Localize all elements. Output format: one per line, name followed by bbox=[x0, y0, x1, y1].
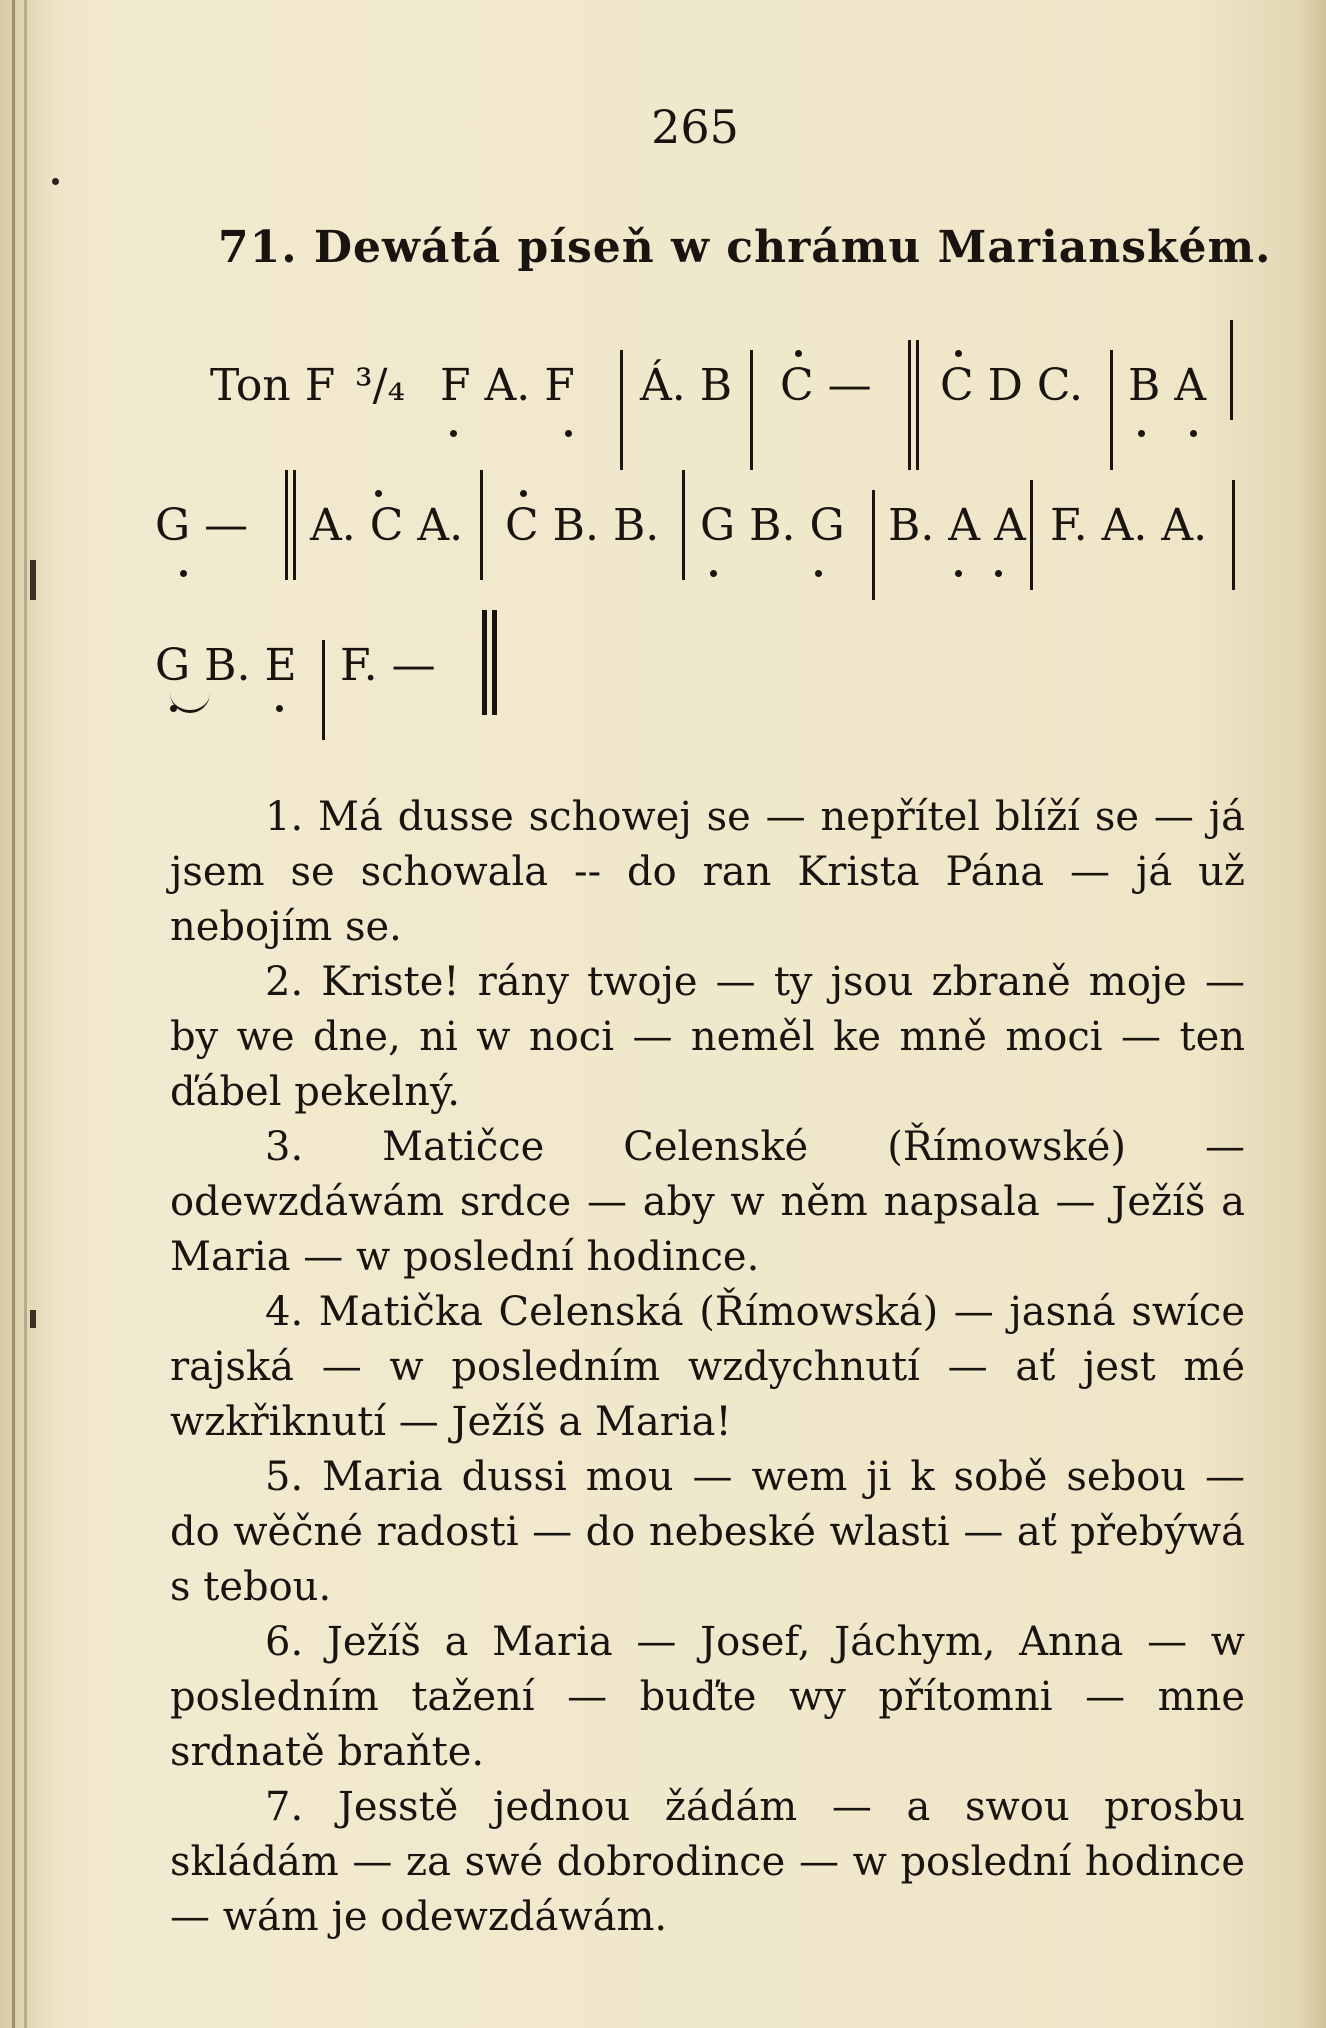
double-bar-line bbox=[908, 340, 911, 470]
bar-line bbox=[1230, 320, 1233, 420]
notation-measure: G B. E bbox=[155, 640, 297, 691]
notation-key: Ton F bbox=[210, 360, 336, 411]
double-bar-line bbox=[916, 340, 919, 470]
notation-measure: C — bbox=[780, 360, 872, 411]
notation-measure: G — bbox=[155, 500, 249, 551]
gutter-line bbox=[12, 0, 15, 2028]
note-dot bbox=[995, 570, 1002, 577]
note-dot bbox=[955, 570, 962, 577]
margin-speck bbox=[52, 178, 59, 185]
verses bbox=[170, 790, 1245, 1945]
bar-line bbox=[682, 470, 685, 580]
verse-2: 2. Kriste! rány twoje — ty jsou zbraně moje — by we dne, ni w noci — neměl ke mně moci — ten ďábel pekelný. bbox=[170, 959, 1245, 1115]
notation-measure: F A. F bbox=[440, 360, 575, 411]
margin-mark bbox=[30, 1310, 36, 1328]
note-dot bbox=[276, 705, 283, 712]
notation-measure: C D C. bbox=[940, 360, 1083, 411]
bar-line bbox=[750, 350, 753, 470]
notation-row-3 bbox=[0, 610, 1326, 760]
note-dot bbox=[955, 350, 962, 357]
notation-measure: F. — bbox=[340, 640, 436, 691]
note-dot bbox=[375, 490, 382, 497]
bar-line bbox=[1232, 480, 1235, 590]
bar-line bbox=[480, 470, 483, 580]
final-bar-line bbox=[482, 610, 487, 715]
notation-measure: B A bbox=[1128, 360, 1207, 411]
bar-line bbox=[322, 640, 325, 740]
double-bar-line bbox=[285, 470, 288, 580]
page-number: 265 bbox=[651, 100, 739, 154]
verse-5: 5. Maria dussi mou — wem ji k sobě sebou — do wěčné radosti — do nebeské wlasti — ať přebýwá s tebou. bbox=[170, 1454, 1245, 1610]
note-dot bbox=[520, 490, 527, 497]
bar-line bbox=[872, 490, 875, 600]
final-bar-line bbox=[492, 610, 497, 715]
note-dot bbox=[565, 430, 572, 437]
verse-3: 3. Matičce Celenské (Římowské) — odewzdáwám srdce — aby w něm napsala — Ježíš a Maria — w poslední hodince. bbox=[170, 1124, 1245, 1280]
note-dot bbox=[180, 570, 187, 577]
verse-4: 4. Matička Celenská (Římowská) — jasná swíce rajská — w posledním wzdychnutí — ať jest mé wzkřiknutí — Ježíš a Maria! bbox=[170, 1289, 1245, 1445]
gutter-line bbox=[24, 0, 27, 2028]
notation-measure: Á. B bbox=[640, 360, 733, 411]
notation-measure: B. A A bbox=[888, 500, 1026, 551]
notation-measure: C B. B. bbox=[505, 500, 660, 551]
verse-6: 6. Ježíš a Maria — Josef, Jáchym, Anna — w posledním tažení — buďte wy přítomni — mne srdnatě braňte. bbox=[170, 1619, 1245, 1775]
verse-7: 7. Jesstě jednou žádám — a swou prosbu skládám — za swé dobrodince — w poslední hodince — wám je odewzdáwám. bbox=[170, 1784, 1245, 1940]
notation-measure: A. C A. bbox=[310, 500, 464, 551]
verse-1: 1. Má dusse schowej se — nepřítel blíží se — já jsem se schowala -- do ran Krista Pána — já už nebojím se. bbox=[170, 794, 1245, 950]
notation-row-2 bbox=[0, 470, 1326, 620]
bar-line bbox=[620, 350, 623, 470]
double-bar-line bbox=[293, 470, 296, 580]
note-dot bbox=[795, 350, 802, 357]
notation-row-1 bbox=[0, 320, 1326, 470]
note-dot bbox=[710, 570, 717, 577]
note-dot bbox=[1138, 430, 1145, 437]
bar-line bbox=[1030, 480, 1033, 590]
notation-measure: F. A. A. bbox=[1050, 500, 1208, 551]
notation-time-signature: ³/₄ bbox=[355, 360, 406, 411]
notation-measure: G B. G bbox=[700, 500, 845, 551]
note-dot bbox=[450, 430, 457, 437]
note-dot bbox=[1190, 430, 1197, 437]
note-dot bbox=[815, 570, 822, 577]
bar-line bbox=[1110, 350, 1113, 470]
song-title: 71. Dewátá píseň w chrámu Marianském. bbox=[218, 222, 1272, 273]
